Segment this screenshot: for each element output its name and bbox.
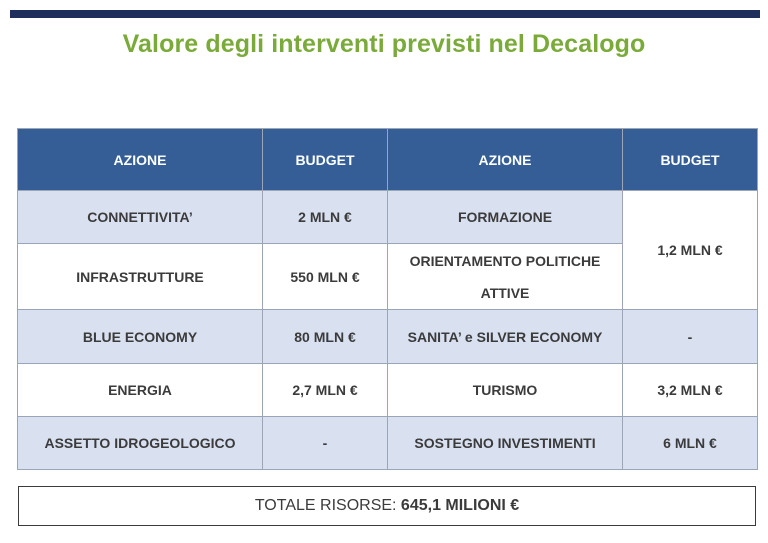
cell-azione [388, 244, 623, 310]
cell-azione: INFRASTRUTTURE [18, 244, 263, 310]
table-row [18, 191, 758, 244]
cell-azione: CONNETTIVITA’ [18, 191, 263, 244]
cell-budget: - [623, 310, 758, 363]
cell-budget: 2 MLN € [263, 191, 388, 244]
cell-azione: TURISMO [388, 363, 623, 416]
cell-budget: 3,2 MLN € [623, 363, 758, 416]
header-budget: BUDGET [623, 129, 758, 191]
cell-azione: SANITA’ e SILVER ECONOMY [388, 310, 623, 363]
total-amount: 645,1 MILIONI € [400, 497, 520, 514]
table-header-row [18, 129, 758, 191]
cell-budget: 6 MLN € [623, 416, 758, 469]
cell-azione: BLUE ECONOMY [18, 310, 263, 363]
table-row [18, 363, 758, 416]
table-row [18, 310, 758, 363]
header-budget: BUDGET [263, 129, 388, 191]
top-accent-bar [10, 10, 760, 18]
total-label: TOTALE RISORSE: [254, 497, 401, 514]
cell-azione: SOSTEGNO INVESTIMENTI [388, 416, 623, 469]
cell-budget: 80 MLN € [263, 310, 388, 363]
cell-azione-text: ORIENTAMENTO POLITICHE ATTIVE [409, 252, 601, 301]
cell-budget-merged: 1,2 MLN € [623, 191, 758, 310]
cell-budget: 2,7 MLN € [263, 363, 388, 416]
header-azione: AZIONE [18, 129, 263, 191]
cell-budget: 550 MLN € [263, 244, 388, 310]
header-azione: AZIONE [388, 129, 623, 191]
table-row [18, 416, 758, 469]
cell-budget: - [263, 416, 388, 469]
page-title: Valore degli interventi previsti nel Decalogo [122, 30, 646, 58]
cell-azione: ENERGIA [18, 363, 263, 416]
cell-azione: FORMAZIONE [388, 191, 623, 244]
total-resources-box [18, 486, 756, 526]
cell-azione: ASSETTO IDROGEOLOGICO [18, 416, 263, 469]
budget-table [17, 128, 758, 470]
